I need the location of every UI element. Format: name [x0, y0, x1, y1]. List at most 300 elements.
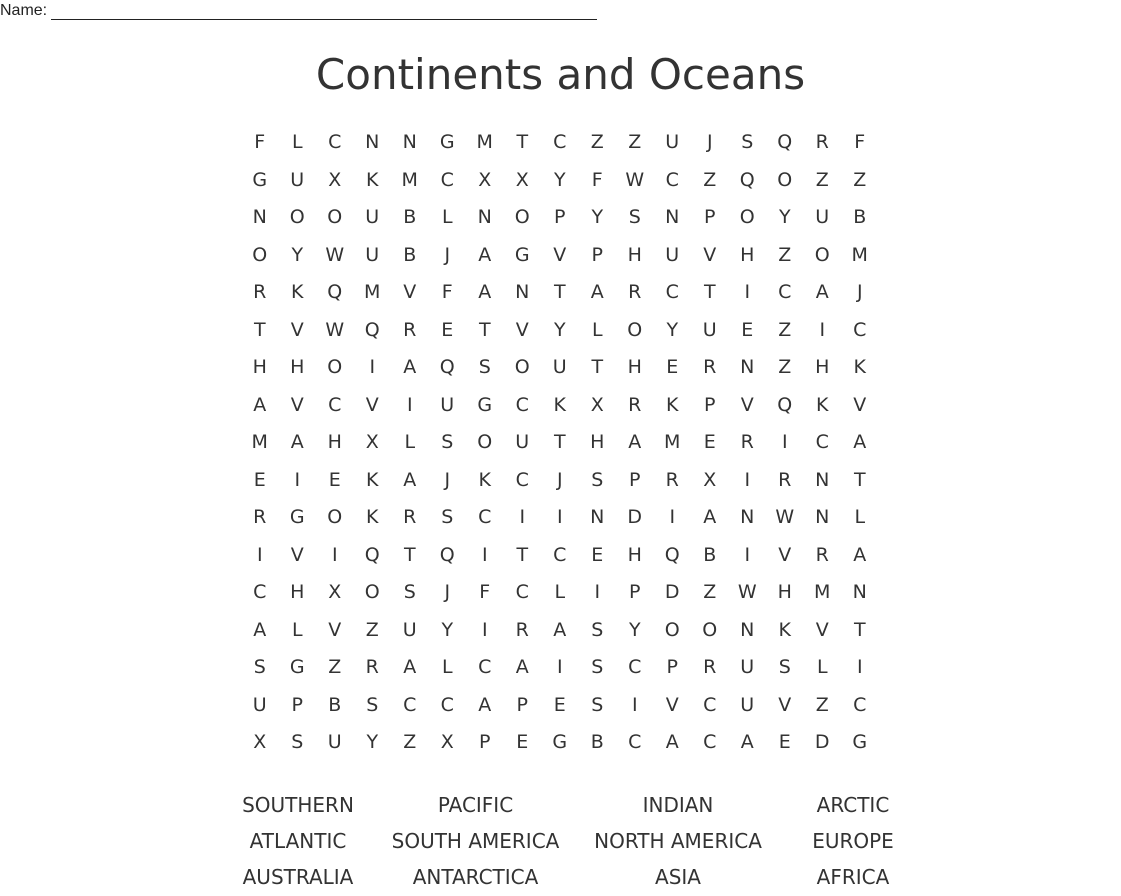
grid-letter: C — [628, 656, 642, 678]
grid-letter: T — [253, 318, 266, 341]
grid-letter: P — [629, 468, 641, 491]
grid-letter: G — [252, 168, 268, 191]
grid-letter: X — [328, 581, 342, 603]
word-bank-item: SOUTH AMERICA — [391, 829, 560, 853]
grid-letter: A — [478, 243, 492, 266]
grid-letter: Z — [815, 693, 829, 716]
grid-letter: A — [478, 281, 492, 303]
grid-letter: S — [478, 356, 491, 378]
grid-letter: H — [590, 431, 605, 453]
grid-letter: P — [591, 243, 603, 266]
grid-letter: H — [627, 543, 642, 566]
grid-letter: S — [741, 131, 754, 153]
grid-letter: I — [744, 281, 751, 303]
grid-letter: I — [331, 543, 338, 566]
grid-letter: Z — [328, 656, 342, 678]
grid-row — [241, 349, 879, 387]
grid-letter: R — [815, 543, 829, 566]
grid-letter: H — [740, 243, 755, 266]
grid-letter: V — [290, 543, 304, 566]
grid-letter: A — [253, 393, 267, 416]
grid-letter: R — [515, 618, 529, 641]
grid-letter: L — [441, 656, 453, 678]
grid-letter: A — [403, 356, 417, 378]
grid-letter: S — [591, 618, 604, 641]
grid-letter: F — [254, 131, 266, 153]
grid-letter: S — [366, 693, 379, 716]
grid-letter: V — [778, 693, 792, 716]
grid-letter: I — [369, 356, 376, 378]
word-bank-row — [208, 787, 913, 823]
grid-letter: O — [364, 581, 380, 603]
grid-letter: Q — [777, 131, 793, 153]
grid-letter: I — [294, 468, 301, 491]
grid-letter: A — [853, 543, 867, 566]
grid-letter: S — [403, 581, 416, 603]
grid-letter: U — [515, 431, 530, 453]
grid-letter: P — [516, 693, 528, 716]
grid-letter: U — [327, 731, 342, 753]
grid-letter: G — [552, 731, 568, 753]
grid-letter: I — [744, 543, 751, 566]
grid-letter: E — [553, 693, 566, 716]
grid-letter: V — [290, 318, 304, 341]
grid-letter: N — [365, 131, 380, 153]
grid-letter: B — [328, 693, 342, 716]
grid-letter: T — [853, 618, 866, 641]
word-bank-item: AFRICA — [816, 865, 890, 889]
grid-letter: K — [478, 468, 491, 491]
grid-letter: X — [253, 731, 267, 753]
grid-row — [241, 499, 879, 537]
word-bank — [208, 787, 913, 895]
grid-letter: C — [703, 693, 717, 716]
grid-letter: C — [478, 656, 492, 678]
grid-row — [241, 274, 879, 312]
grid-letter: A — [815, 281, 829, 303]
grid-letter: G — [439, 131, 455, 153]
grid-letter: R — [778, 468, 792, 491]
grid-letter: M — [664, 431, 681, 453]
word-bank-item: PACIFIC — [437, 793, 514, 817]
grid-letter: V — [853, 393, 867, 416]
grid-letter: Y — [441, 618, 454, 641]
grid-letter: H — [290, 356, 305, 378]
grid-letter: Y — [591, 206, 604, 228]
grid-row — [241, 312, 879, 350]
grid-letter: Q — [327, 281, 343, 303]
grid-letter: F — [479, 581, 491, 603]
grid-letter: K — [366, 168, 379, 191]
grid-letter: O — [289, 206, 305, 228]
grid-letter: T — [553, 281, 566, 303]
grid-row — [241, 574, 879, 612]
grid-letter: D — [814, 731, 830, 753]
word-bank-item: ANTARCTICA — [412, 865, 539, 889]
grid-letter: O — [664, 618, 680, 641]
grid-letter: I — [669, 506, 676, 528]
grid-letter: P — [629, 581, 641, 603]
grid-letter: X — [365, 431, 379, 453]
grid-letter: L — [854, 506, 866, 528]
grid-letter: I — [481, 618, 488, 641]
grid-letter: X — [440, 731, 454, 753]
grid-letter: E — [666, 356, 679, 378]
grid-letter: E — [591, 543, 604, 566]
grid-letter: K — [666, 393, 679, 416]
grid-letter: U — [440, 393, 455, 416]
grid-row — [241, 724, 879, 762]
grid-letter: F — [591, 168, 603, 191]
grid-letter: W — [775, 506, 795, 528]
grid-letter: L — [816, 656, 828, 678]
grid-row — [241, 199, 879, 237]
grid-letter: X — [703, 468, 717, 491]
grid-row — [241, 462, 879, 500]
grid-row — [241, 687, 879, 725]
grid-letter: E — [441, 318, 454, 341]
grid-row — [241, 424, 879, 462]
word-bank-row — [208, 859, 913, 895]
grid-letter: C — [628, 731, 642, 753]
grid-letter: P — [666, 656, 678, 678]
grid-letter: X — [590, 393, 604, 416]
word-bank-item: EUROPE — [812, 829, 894, 853]
grid-letter: C — [328, 393, 342, 416]
grid-letter: V — [815, 618, 829, 641]
grid-letter: P — [479, 731, 491, 753]
grid-letter: S — [778, 656, 791, 678]
grid-letter: I — [594, 581, 601, 603]
grid-letter: S — [441, 431, 454, 453]
grid-letter: Z — [365, 618, 379, 641]
grid-letter: C — [853, 693, 867, 716]
grid-letter: G — [289, 656, 305, 678]
grid-letter: C — [328, 131, 342, 153]
grid-letter: B — [853, 206, 867, 228]
grid-letter: A — [290, 431, 304, 453]
grid-letter: C — [703, 731, 717, 753]
grid-letter: Z — [778, 318, 792, 341]
grid-letter: O — [739, 206, 755, 228]
grid-letter: K — [853, 356, 866, 378]
grid-letter: Z — [815, 168, 829, 191]
grid-letter: C — [778, 281, 792, 303]
grid-letter: V — [703, 243, 717, 266]
grid-letter: O — [514, 356, 530, 378]
grid-letter: I — [744, 468, 751, 491]
grid-letter: U — [815, 206, 830, 228]
grid-letter: B — [703, 543, 717, 566]
grid-letter: I — [819, 318, 826, 341]
grid-letter: N — [252, 206, 267, 228]
grid-letter: H — [777, 581, 792, 603]
grid-letter: I — [556, 656, 563, 678]
grid-letter: O — [477, 431, 493, 453]
grid-letter: L — [554, 581, 566, 603]
grid-letter: Z — [590, 131, 604, 153]
grid-letter: A — [628, 431, 642, 453]
grid-letter: B — [590, 731, 604, 753]
grid-letter: C — [515, 581, 529, 603]
grid-letter: A — [853, 431, 867, 453]
grid-letter: K — [816, 393, 829, 416]
grid-letter: N — [740, 356, 755, 378]
grid-letter: K — [778, 618, 791, 641]
word-bank-item: NORTH AMERICA — [594, 829, 762, 853]
grid-letter: C — [478, 506, 492, 528]
grid-letter: E — [328, 468, 341, 491]
grid-letter: H — [627, 356, 642, 378]
grid-letter: O — [327, 206, 343, 228]
word-bank-item: SOUTHERN — [242, 793, 354, 817]
grid-letter: U — [402, 618, 417, 641]
grid-letter: Y — [366, 731, 379, 753]
grid-letter: G — [477, 393, 493, 416]
grid-letter: Z — [628, 131, 642, 153]
grid-letter: C — [815, 431, 829, 453]
grid-row — [241, 162, 879, 200]
grid-letter: A — [553, 618, 567, 641]
grid-letter: Z — [703, 168, 717, 191]
grid-letter: U — [702, 318, 717, 341]
grid-letter: A — [403, 656, 417, 678]
grid-letter: M — [814, 581, 831, 603]
letter-grid — [241, 124, 879, 762]
grid-letter: L — [404, 431, 416, 453]
grid-letter: E — [253, 468, 266, 491]
grid-letter: Y — [553, 168, 566, 191]
grid-letter: L — [291, 131, 303, 153]
grid-row — [241, 537, 879, 575]
grid-letter: W — [625, 168, 645, 191]
grid-letter: P — [704, 206, 716, 228]
grid-letter: H — [252, 356, 267, 378]
grid-letter: A — [515, 656, 529, 678]
grid-letter: F — [854, 131, 866, 153]
grid-letter: V — [403, 281, 417, 303]
grid-letter: M — [476, 131, 493, 153]
grid-letter: T — [853, 468, 866, 491]
grid-letter: Z — [853, 168, 867, 191]
grid-letter: R — [815, 131, 829, 153]
grid-letter: R — [703, 356, 717, 378]
grid-letter: R — [628, 281, 642, 303]
grid-letter: I — [631, 693, 638, 716]
grid-letter: N — [815, 468, 830, 491]
grid-letter: N — [852, 581, 867, 603]
grid-row — [241, 124, 879, 162]
grid-letter: Z — [403, 731, 417, 753]
name-label: Name: — [0, 2, 48, 19]
grid-letter: C — [665, 168, 679, 191]
grid-letter: X — [478, 168, 492, 191]
grid-letter: Y — [778, 206, 791, 228]
grid-letter: E — [741, 318, 754, 341]
grid-letter: J — [556, 468, 563, 491]
word-bank-item: ARCTIC — [816, 793, 890, 817]
grid-letter: O — [514, 206, 530, 228]
grid-letter: I — [406, 393, 413, 416]
grid-letter: S — [591, 468, 604, 491]
grid-letter: A — [403, 468, 417, 491]
grid-letter: H — [327, 431, 342, 453]
grid-letter: C — [440, 168, 454, 191]
grid-letter: C — [253, 581, 267, 603]
grid-letter: R — [740, 431, 754, 453]
grid-letter: O — [252, 243, 268, 266]
grid-letter: M — [401, 168, 418, 191]
grid-letter: A — [590, 281, 604, 303]
word-bank-item: ASIA — [655, 865, 701, 889]
grid-letter: R — [253, 281, 267, 303]
grid-letter: Q — [777, 393, 793, 416]
grid-letter: V — [328, 618, 342, 641]
grid-letter: W — [737, 581, 757, 603]
grid-letter: U — [252, 693, 267, 716]
grid-letter: S — [591, 656, 604, 678]
grid-letter: C — [665, 281, 679, 303]
grid-letter: C — [853, 318, 867, 341]
grid-letter: S — [441, 506, 454, 528]
grid-letter: U — [365, 243, 380, 266]
word-bank-row — [208, 823, 913, 859]
grid-letter: D — [664, 581, 680, 603]
grid-letter: M — [364, 281, 381, 303]
grid-row — [241, 237, 879, 275]
grid-letter: T — [478, 318, 491, 341]
grid-letter: R — [665, 468, 679, 491]
grid-letter: J — [444, 468, 451, 491]
grid-letter: O — [627, 318, 643, 341]
word-bank-item: AUSTRALIA — [242, 865, 354, 889]
grid-letter: G — [289, 506, 305, 528]
grid-letter: U — [740, 656, 755, 678]
grid-letter: N — [815, 506, 830, 528]
grid-letter: V — [740, 393, 754, 416]
grid-letter: R — [403, 506, 417, 528]
grid-letter: N — [740, 618, 755, 641]
grid-letter: N — [515, 281, 530, 303]
word-bank-item: INDIAN — [642, 793, 714, 817]
grid-letter: C — [440, 693, 454, 716]
grid-letter: R — [703, 656, 717, 678]
grid-letter: K — [291, 281, 304, 303]
word-bank-item: ATLANTIC — [249, 829, 347, 853]
page-title: Continents and Oceans — [315, 50, 806, 99]
grid-letter: G — [514, 243, 530, 266]
grid-letter: I — [856, 656, 863, 678]
grid-letter: R — [628, 393, 642, 416]
grid-letter: Q — [439, 356, 455, 378]
grid-letter: N — [477, 206, 492, 228]
grid-letter: V — [665, 693, 679, 716]
name-field[interactable] — [0, 2, 597, 20]
grid-letter: U — [552, 356, 567, 378]
grid-letter: Y — [291, 243, 304, 266]
grid-letter: L — [591, 318, 603, 341]
grid-letter: N — [665, 206, 680, 228]
grid-letter: C — [515, 393, 529, 416]
grid-letter: C — [515, 468, 529, 491]
grid-letter: Y — [628, 618, 641, 641]
grid-letter: C — [403, 693, 417, 716]
grid-letter: H — [290, 581, 305, 603]
grid-letter: J — [444, 581, 451, 603]
grid-letter: C — [553, 543, 567, 566]
grid-letter: Z — [778, 243, 792, 266]
grid-letter: A — [478, 693, 492, 716]
grid-letter: L — [441, 206, 453, 228]
grid-letter: E — [778, 731, 791, 753]
grid-letter: T — [553, 431, 566, 453]
grid-letter: R — [403, 318, 417, 341]
grid-letter: W — [325, 243, 345, 266]
grid-letter: T — [703, 281, 716, 303]
grid-letter: L — [291, 618, 303, 641]
grid-letter: I — [519, 506, 526, 528]
grid-letter: U — [290, 168, 305, 191]
grid-letter: Q — [364, 318, 380, 341]
grid-letter: Q — [739, 168, 755, 191]
grid-letter: W — [325, 318, 345, 341]
grid-letter: E — [516, 731, 529, 753]
grid-letter: A — [665, 731, 679, 753]
grid-letter: S — [253, 656, 266, 678]
grid-letter: V — [290, 393, 304, 416]
grid-letter: C — [553, 131, 567, 153]
grid-letter: U — [740, 693, 755, 716]
grid-letter: O — [814, 243, 830, 266]
grid-letter: B — [403, 243, 417, 266]
grid-letter: N — [590, 506, 605, 528]
grid-letter: J — [856, 281, 863, 303]
grid-letter: K — [553, 393, 566, 416]
grid-letter: K — [366, 468, 379, 491]
grid-letter: S — [591, 693, 604, 716]
grid-letter: K — [366, 506, 379, 528]
grid-letter: T — [516, 543, 529, 566]
grid-letter: O — [327, 356, 343, 378]
grid-letter: J — [706, 131, 713, 153]
grid-letter: A — [253, 618, 267, 641]
name-line[interactable] — [51, 2, 597, 20]
grid-letter: I — [781, 431, 788, 453]
grid-letter: N — [740, 506, 755, 528]
grid-letter: Y — [553, 318, 566, 341]
grid-letter: I — [256, 543, 263, 566]
grid-letter: J — [444, 243, 451, 266]
grid-letter: Q — [364, 543, 380, 566]
grid-letter: O — [777, 168, 793, 191]
grid-letter: I — [556, 506, 563, 528]
grid-letter: Y — [666, 318, 679, 341]
grid-letter: U — [365, 206, 380, 228]
grid-letter: P — [704, 393, 716, 416]
grid-letter: A — [740, 731, 754, 753]
grid-letter: P — [291, 693, 303, 716]
grid-letter: H — [627, 243, 642, 266]
grid-letter: H — [815, 356, 830, 378]
grid-row — [241, 387, 879, 425]
grid-letter: V — [515, 318, 529, 341]
grid-letter: T — [516, 131, 529, 153]
grid-letter: U — [665, 243, 680, 266]
grid-letter: V — [778, 543, 792, 566]
grid-letter: B — [403, 206, 417, 228]
grid-letter: A — [703, 506, 717, 528]
grid-row — [241, 649, 879, 687]
